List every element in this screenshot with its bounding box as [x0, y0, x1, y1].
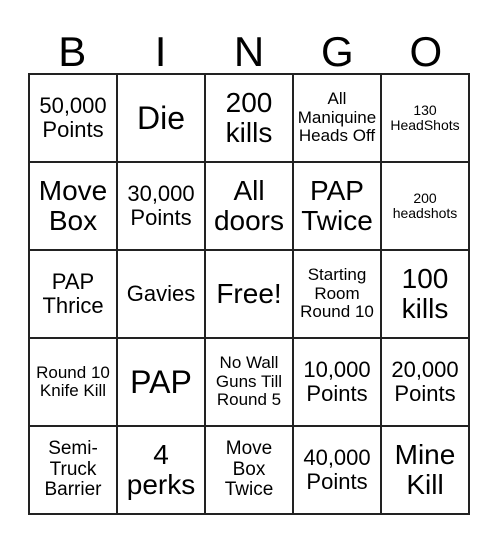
bingo-cell[interactable]: Mine Kill: [381, 426, 469, 514]
bingo-cell[interactable]: 100 kills: [381, 250, 469, 338]
bingo-cell[interactable]: 40,000 Points: [293, 426, 381, 514]
bingo-cell[interactable]: Round 10 Knife Kill: [29, 338, 117, 426]
bingo-cell[interactable]: Starting Room Round 10: [293, 250, 381, 338]
bingo-cell[interactable]: Move Box Twice: [205, 426, 293, 514]
bingo-cell[interactable]: Gavies: [117, 250, 205, 338]
bingo-cell[interactable]: Semi-Truck Barrier: [29, 426, 117, 514]
bingo-cell[interactable]: Move Box: [29, 162, 117, 250]
bingo-board: [28, 73, 470, 515]
bingo-cell[interactable]: All Maniquine Heads Off: [293, 74, 381, 162]
bingo-cell[interactable]: PAP: [117, 338, 205, 426]
bingo-cell[interactable]: All doors: [205, 162, 293, 250]
bingo-cell[interactable]: 200 headshots: [381, 162, 469, 250]
bingo-cell[interactable]: PAP Twice: [293, 162, 381, 250]
bingo-cell[interactable]: 30,000 Points: [117, 162, 205, 250]
header-letter-o: O: [409, 28, 443, 75]
header-letter-n: N: [233, 28, 265, 75]
bingo-cell[interactable]: 200 kills: [205, 74, 293, 162]
bingo-cell[interactable]: No Wall Guns Till Round 5: [205, 338, 293, 426]
bingo-cell[interactable]: 130 HeadShots: [381, 74, 469, 162]
bingo-cell[interactable]: 10,000 Points: [293, 338, 381, 426]
bingo-cell[interactable]: 20,000 Points: [381, 338, 469, 426]
bingo-cell[interactable]: 4 perks: [117, 426, 205, 514]
header-letter-g: G: [321, 28, 354, 75]
bingo-cell[interactable]: 50,000 Points: [29, 74, 117, 162]
header-letter-b: B: [58, 28, 87, 75]
bingo-cell[interactable]: Die: [117, 74, 205, 162]
bingo-cell[interactable]: PAP Thrice: [29, 250, 117, 338]
header-letter-i: I: [154, 28, 167, 75]
free-cell[interactable]: Free!: [205, 250, 293, 338]
